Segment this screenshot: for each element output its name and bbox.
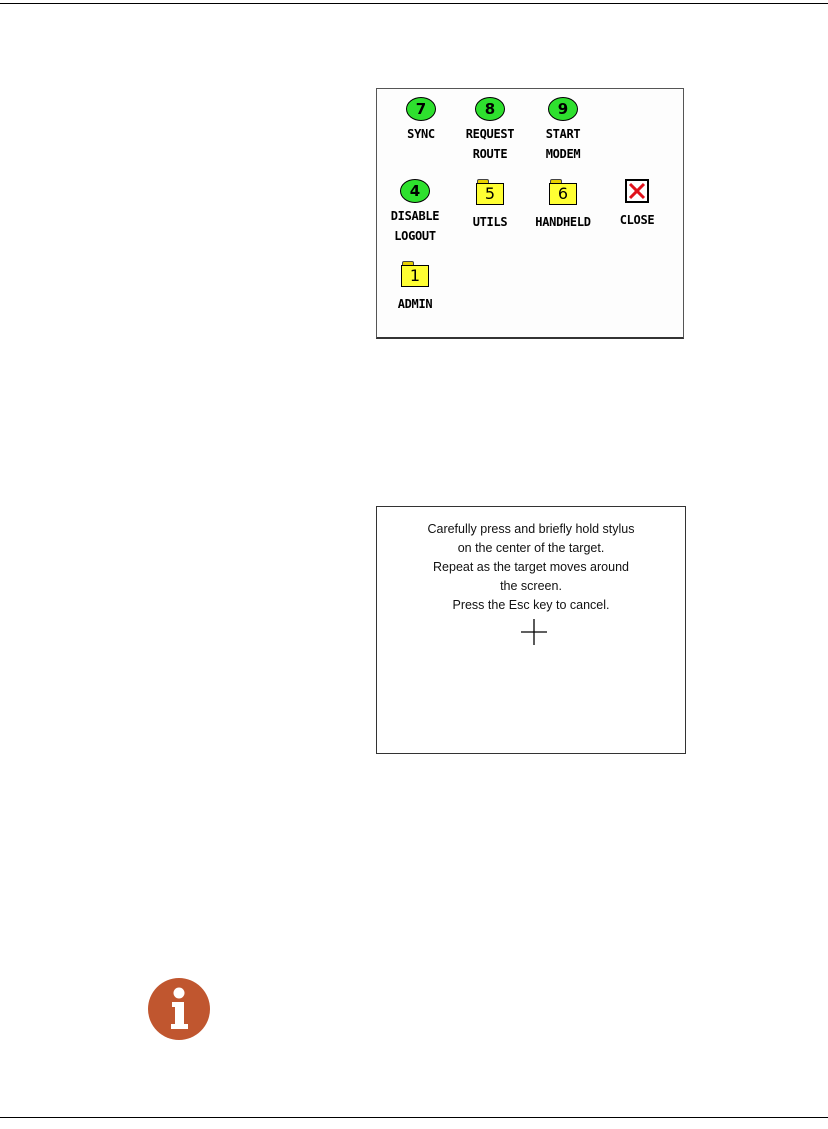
admin-folder-button[interactable] xyxy=(377,259,453,314)
folder-icon: 1 xyxy=(401,261,429,287)
tile-label: START MODEM xyxy=(545,127,581,161)
tile-label: UTILS xyxy=(472,215,508,229)
folder-icon: 6 xyxy=(549,179,577,205)
close-button[interactable] xyxy=(599,177,675,230)
crosshair-target-icon[interactable] xyxy=(520,618,548,646)
oval-key-icon: 9 xyxy=(548,97,578,121)
calibration-screen[interactable] xyxy=(376,506,686,754)
sync-button[interactable] xyxy=(383,97,459,144)
handheld-folder-button[interactable] xyxy=(525,177,601,232)
request-route-button[interactable] xyxy=(452,97,528,164)
folder-icon: 5 xyxy=(476,179,504,205)
tile-label: CLOSE xyxy=(619,213,655,227)
oval-key-icon: 8 xyxy=(475,97,505,121)
launcher-screen xyxy=(376,88,684,339)
tile-label: SYNC xyxy=(407,127,435,141)
oval-key-icon: 7 xyxy=(406,97,436,121)
calibration-instructions xyxy=(377,520,685,615)
bottom-rule xyxy=(0,1117,828,1118)
disable-logout-button[interactable] xyxy=(377,179,453,246)
instruction-line: Repeat as the target moves around xyxy=(433,560,629,574)
instruction-line: Carefully press and briefly hold stylus xyxy=(427,522,635,536)
instruction-line: on the center of the target. xyxy=(457,541,605,555)
tile-label: REQUEST ROUTE xyxy=(465,127,515,161)
instruction-line: the screen. xyxy=(500,579,562,593)
oval-key-icon: 4 xyxy=(400,179,430,203)
tile-label: HANDHELD xyxy=(535,215,591,229)
utils-folder-button[interactable] xyxy=(452,177,528,232)
tile-label: ADMIN xyxy=(397,297,433,311)
instruction-line: Press the Esc key to cancel. xyxy=(452,598,610,612)
info-icon xyxy=(147,977,211,1041)
tile-label: DISABLE LOGOUT xyxy=(390,209,440,243)
start-modem-button[interactable] xyxy=(525,97,601,164)
top-rule xyxy=(0,3,828,4)
close-x-icon xyxy=(625,179,649,203)
